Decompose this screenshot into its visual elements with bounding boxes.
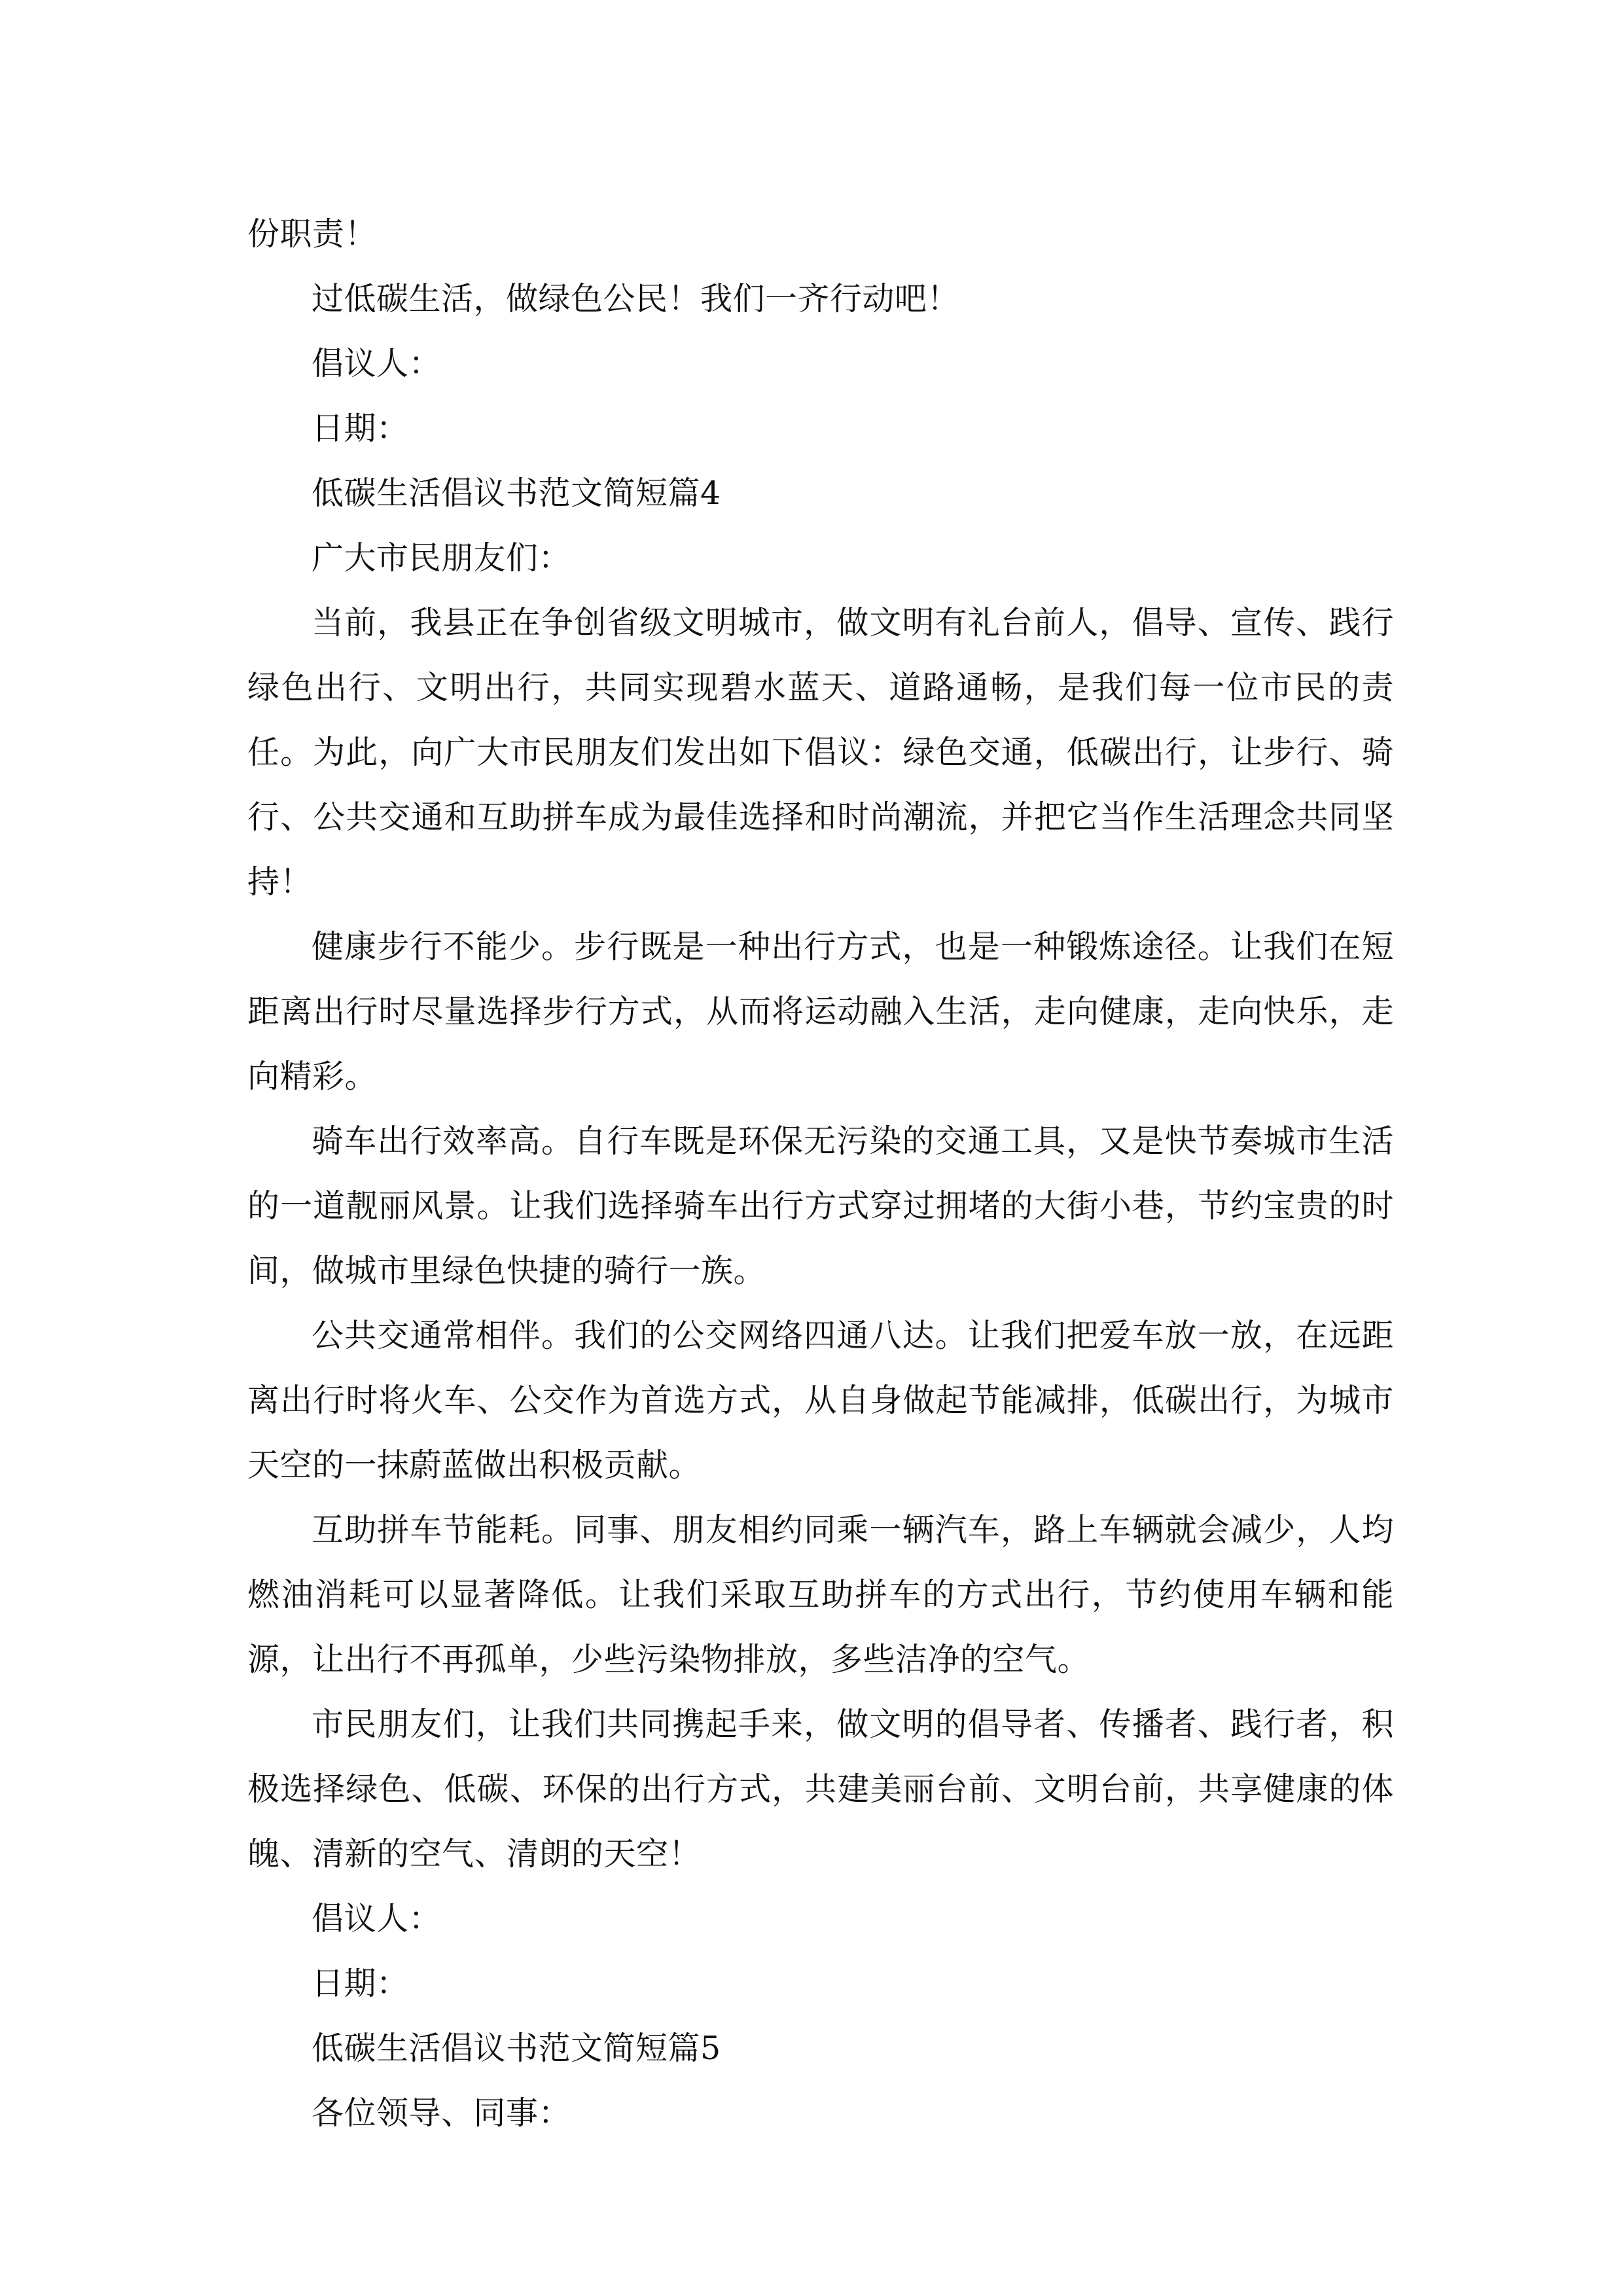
paragraph-carpool: 互助拼车节能耗。同事、朋友相约同乘一辆汽车，路上车辆就会减少，人均燃油消耗可以显著降低。让我们采取互助拼车的方式出行，节约使用车辆和能源，让出行不再孤单，少些污染物排放，多些洁净的空气。 [247, 1511, 1394, 1678]
paragraph-slogan: 过低碳生活，做绿色公民！我们一齐行动吧！ [312, 280, 960, 317]
salutation-citizens: 广大市民朋友们： [312, 539, 571, 577]
paragraph-public-transport: 公共交通常相伴。我们的公交网络四通八达。让我们把爱车放一放，在远距离出行时将火车、公交作为首选方式，从自身做起节能减排，低碳出行，为城市天空的一抹蔚蓝做出积极贡献。 [247, 1317, 1394, 1484]
section-title-5: 低碳生活倡议书范文简短篇5 [312, 2030, 721, 2067]
signature-date: 日期： [312, 410, 409, 447]
signature-proposer-2: 倡议人： [312, 1900, 442, 1937]
signature-proposer: 倡议人： [312, 345, 442, 382]
salutation-colleagues: 各位领导、同事： [312, 2094, 571, 2132]
paragraph-walking: 健康步行不能少。步行既是一种出行方式，也是一种锻炼途径。让我们在短距离出行时尽量选择步行方式，从而将运动融入生活，走向健康，走向快乐，走向精彩。 [247, 928, 1394, 1095]
paragraph-closing: 市民朋友们，让我们共同携起手来，做文明的倡导者、传播者、践行者，积极选择绿色、低碳、环保的出行方式，共建美丽台前、文明台前，共享健康的体魄、清新的空气、清朗的天空！ [247, 1706, 1394, 1873]
paragraph-continuation: 份职责！ [247, 215, 378, 253]
signature-date-2: 日期： [312, 1965, 409, 2002]
paragraph-cycling: 骑车出行效率高。自行车既是环保无污染的交通工具，又是快节奏城市生活的一道靓丽风景。让我们选择骑车出行方式穿过拥堵的大街小巷，节约宝贵的时间，做城市里绿色快捷的骑行一族。 [247, 1122, 1394, 1289]
paragraph-intro: 当前，我县正在争创省级文明城市，做文明有礼台前人，倡导、宣传、践行绿色出行、文明出行，共同实现碧水蓝天、道路通畅，是我们每一位市民的责任。为此，向广大市民朋友们发出如下倡议：绿色交通，低碳出行，让步行、骑行、公共交通和互助拼车成为最佳选择和时尚潮流，并把它当作生活理念共同坚持！ [247, 604, 1394, 901]
section-title-4: 低碳生活倡议书范文简短篇4 [312, 475, 721, 512]
document-body [247, 202, 1394, 2145]
